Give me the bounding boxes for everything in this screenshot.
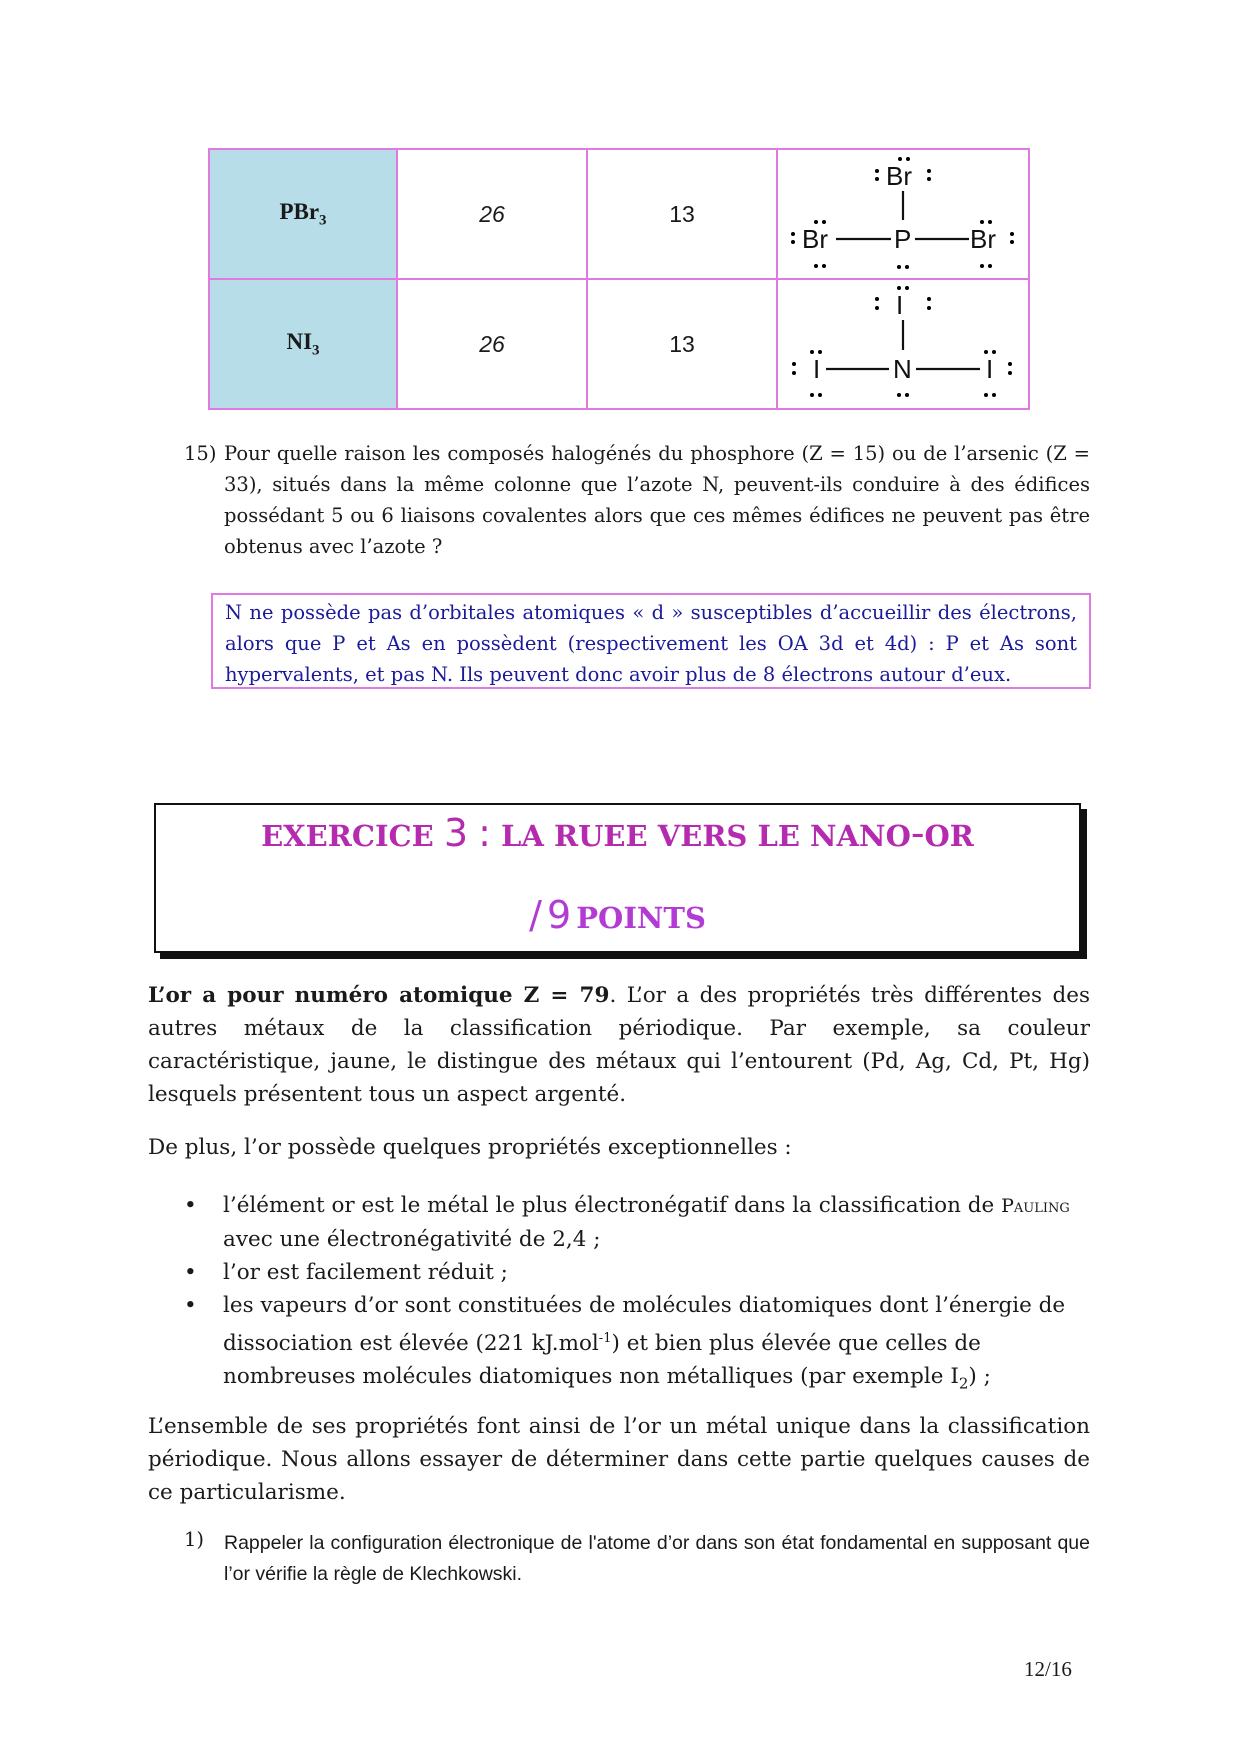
lewis-atom: I — [896, 290, 904, 320]
exercise-points: / 9 POINTS — [529, 893, 706, 937]
properties-intro: De plus, l’or possède quelques propriétés exceptionnelles : — [148, 1135, 792, 1160]
page-number: 12/16 — [1024, 1657, 1072, 1681]
table-cell: 13 — [587, 149, 777, 279]
intro-paragraph: L’or a pour numéro atomique Z = 79. L’or a des propriétés très différentes des autres métaux de la classification périodique. Par exemple, sa couleur caractéristique, jaune, le distingue des métaux qui l’entourent (Pd, Ag, Cd, Pt, Hg) lesquels présentent tous un aspect argenté. — [148, 983, 1090, 1107]
answer-box: N ne possède pas d’orbitales atomiques « d » susceptibles d’accueillir des électrons, alors que P et As en possèdent (respectivement les OA 3d et 4d) : P et As sont hypervalents, et pas N. Ils peuvent donc avoir plus de 8 électrons autour d’eux. — [211, 593, 1091, 689]
question-text: Pour quelle raison les composés halogénés du phosphore (Z = 15) ou de l’arsenic (Z = 33), situés dans la même colonne que l’azote N, peuvent-ils conduire à des édifices possédant 5 ou 6 liaisons covalentes alors que ces mêmes édifices ne peuvent pas être obtenus avec l’azote ? — [224, 442, 1090, 558]
question-number: 1) — [184, 1528, 205, 1551]
lewis-atom: Br — [970, 224, 996, 254]
table-row — [209, 279, 1029, 409]
molecule-table — [208, 148, 1030, 410]
properties-list — [148, 1189, 1090, 1400]
molecule-name: $NI_3$ — [209, 279, 397, 409]
question-number: 15) — [184, 442, 217, 465]
lewis-atom: Br — [886, 161, 912, 191]
list-item: • l’or est facilement réduit ; — [184, 1260, 508, 1285]
lewis-atom: I — [986, 354, 994, 384]
lewis-atom: N — [893, 354, 912, 384]
lewis-atom: I — [813, 354, 821, 384]
question-text: Rappeler la configuration électronique de l'atome d’or dans son état fondamental en supposant que l’or vérifie la règle de Klechkowski. — [224, 1532, 1090, 1585]
lewis-atom: Br — [802, 224, 828, 254]
molecule-name: PBr$_3$ — [209, 149, 397, 279]
lewis-structure-pbr3 — [777, 149, 1029, 279]
table-row — [209, 149, 1029, 279]
list-item: • les vapeurs d’or sont constituées de molécules diatomiques dont l’énergie de dissociation est élevée (221 kJ.mol$^{-1}$) et bien plus élevée que celles de nombreuses molécules diatomiques non métalliques (par exemple $I_2$) ; — [184, 1293, 1066, 1393]
lewis-structure-ni3 — [777, 279, 1029, 409]
conclusion-paragraph: L’ensemble de ses propriétés font ainsi de l’or un métal unique dans la classification périodique. Nous allons essayer de déterminer dans cette partie quelques causes de ce particularisme. — [148, 1414, 1090, 1505]
lewis-atom: P — [894, 224, 912, 254]
list-item: • l’élément or est le métal le plus électronégatif dans la classification de Pauling avec une électronégativité de 2,4 ; — [184, 1193, 1070, 1252]
table-cell: 26 — [397, 279, 587, 409]
exercise-title-box — [154, 803, 1081, 953]
exercise-title: EXERCICE 3 : LA RUEE VERS LE NANO-OR — [261, 811, 974, 855]
table-cell: 26 — [397, 149, 587, 279]
table-cell: 13 — [587, 279, 777, 409]
